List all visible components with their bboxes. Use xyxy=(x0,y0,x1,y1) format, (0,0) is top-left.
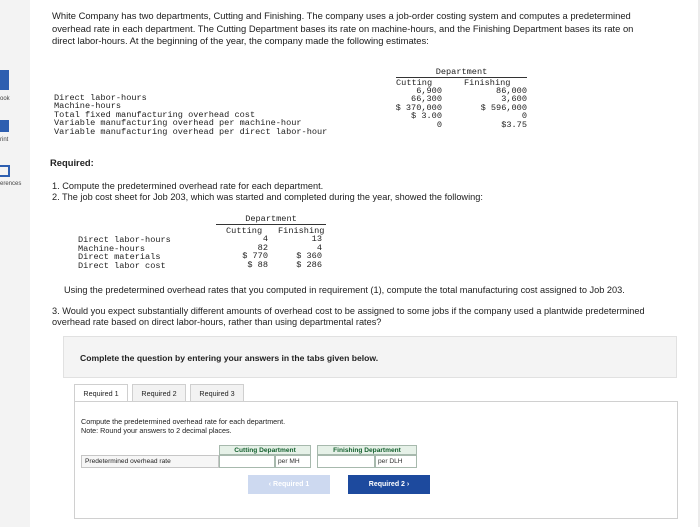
sidebar-item-book[interactable] xyxy=(0,70,30,110)
sidebar-item-label: rint xyxy=(0,137,9,143)
cutting-rate-input[interactable] xyxy=(219,455,275,468)
table-cell: $ 770 xyxy=(242,251,268,261)
table-row-label: Machine-hours xyxy=(54,101,122,112)
table-row-label: Machine-hours xyxy=(78,243,146,254)
table-cell: 0 xyxy=(521,111,527,122)
sidebar xyxy=(0,0,30,527)
finishing-unit-label: per DLH xyxy=(375,455,417,468)
job-header-rule xyxy=(216,224,326,225)
table-cell: $ 596,000 xyxy=(480,102,527,113)
job-row-labels xyxy=(78,236,171,270)
sidebar-item-print[interactable] xyxy=(0,120,30,155)
tab-required-2[interactable]: Required 2 xyxy=(132,384,186,402)
job-department-header: Department xyxy=(245,214,297,224)
table-cell: $ 3.00 xyxy=(411,111,442,122)
instruction-box xyxy=(63,336,677,378)
table-cell: 4 xyxy=(316,242,322,253)
job-finishing-values xyxy=(278,235,322,269)
book-icon xyxy=(0,70,9,90)
answer-panel xyxy=(74,401,678,519)
prev-required-button[interactable]: ‹ Required 1 xyxy=(248,475,330,494)
row-label-overhead-rate: Predetermined overhead rate xyxy=(81,455,219,468)
table-row-label: Direct labor-hours xyxy=(54,93,147,103)
table-cell: $ 370,000 xyxy=(395,102,442,113)
next-required-button[interactable]: Required 2 › xyxy=(348,475,430,494)
estimates-department-header: Department xyxy=(435,67,488,77)
estimates-row-labels xyxy=(54,94,327,136)
job-col-cutting: Cutting xyxy=(226,226,263,236)
estimates-finishing-values xyxy=(458,87,527,129)
required-heading: Required: xyxy=(50,157,94,168)
requirement-1: 1. Compute the predetermined overhead rate for each department. xyxy=(52,181,324,191)
tab-required-3[interactable]: Required 3 xyxy=(190,384,244,402)
table-cell: 4 xyxy=(262,234,268,244)
table-cell: 13 xyxy=(311,234,322,244)
table-cell: 66,300 xyxy=(411,94,442,105)
table-cell: 86,000 xyxy=(496,86,527,96)
sidebar-item-label: ook xyxy=(0,96,10,102)
table-cell: $3.75 xyxy=(501,119,527,130)
estimates-cutting-values xyxy=(380,87,442,129)
panel-instruction xyxy=(81,417,285,435)
panel-note: Note: Round your answers to 2 decimal places. xyxy=(81,426,232,435)
estimates-col-cutting: Cutting xyxy=(396,78,433,88)
col-header-cutting: Cutting Department xyxy=(219,445,311,455)
requirement-2-continued: Using the predetermined overhead rates that you computed in requirement (1), compute the total manufacturing cost assigned to Job 203. xyxy=(64,285,625,295)
problem-intro: White Company has two departments, Cutting and Finishing. The company uses a job-order costing system and computes a predetermined overhead rate in each department. The Cutting Department bases its rate on machine-hours, and the Finishing Department bases its rate on direct labor-hours. At the beginning of the year, the company made the following estimates: xyxy=(52,10,634,46)
print-icon xyxy=(0,120,9,132)
table-row-label: Direct labor-hours xyxy=(78,235,171,245)
table-row-label: Total fixed manufacturing overhead cost xyxy=(54,109,256,120)
cutting-unit-label: per MH xyxy=(275,455,311,468)
estimates-col-finishing: Finishing xyxy=(464,78,511,88)
finishing-rate-input[interactable] xyxy=(317,455,375,468)
table-cell: 0 xyxy=(436,119,442,130)
table-row-label: Variable manufacturing overhead per direct labor-hour xyxy=(54,126,328,137)
job-cutting-values xyxy=(226,235,268,269)
table-row-label: Direct materials xyxy=(78,252,161,262)
table-row-label: Direct labor cost xyxy=(78,260,166,271)
job-col-finishing: Finishing xyxy=(278,226,325,236)
instruction-text: Complete the question by entering your answers in the tabs given below. xyxy=(80,353,379,363)
tab-required-1[interactable]: Required 1 xyxy=(74,384,128,402)
requirement-2: 2. The job cost sheet for Job 203, which was started and completed during the year, showed the following: xyxy=(52,192,483,202)
panel-instruction-text: Compute the predetermined overhead rate for each department. xyxy=(81,417,286,426)
sidebar-item-references[interactable] xyxy=(0,165,30,200)
references-icon xyxy=(0,165,10,177)
table-cell: $ 360 xyxy=(296,251,322,261)
col-header-finishing: Finishing Department xyxy=(317,445,417,455)
table-cell: 6,900 xyxy=(416,86,442,96)
table-cell: $ 286 xyxy=(296,259,322,270)
table-cell: 82 xyxy=(257,242,268,253)
sidebar-item-label: erences xyxy=(0,181,22,187)
requirement-3: 3. Would you expect substantially different amounts of overhead cost to be assigned to some jobs if the company used a plantwide predetermined overhead rate based on direct labor-hours, rather than using departmental rates? xyxy=(52,306,645,327)
table-cell: $ 88 xyxy=(247,259,268,270)
table-row-label: Variable manufacturing overhead per machine-hour xyxy=(54,118,302,129)
table-cell: 3,600 xyxy=(501,94,527,105)
question-page xyxy=(30,0,698,527)
